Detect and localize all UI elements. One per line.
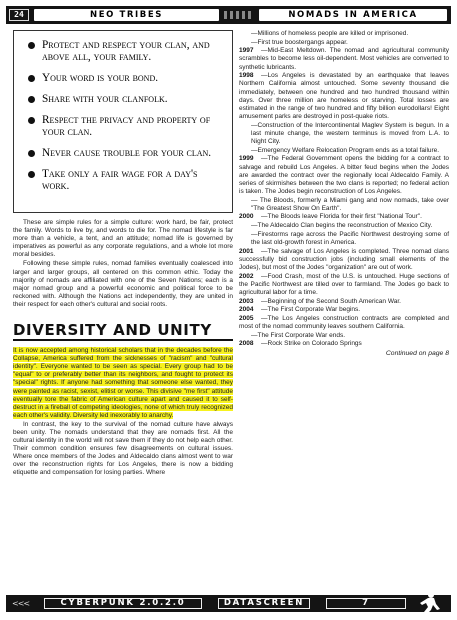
right-column xyxy=(239,30,449,357)
highlighted-text: It is now accepted among historical scholars that in the decades before the Collapse, America suffered from the sicknesses of "racism" and "cultural identity". Everyone wanted to be seen as special. Every group had to be "equal" to or preferably better than its neighbors, and fought to protect its "special" rights. If anyone had something that someone else wanted, they were painted as racist, sexist, elitist or worse. This divisive "me first" attitude eventually tore the fabric of American culture apart and caused it to self-destruct in a fireball of competing ideologies, none of which truly recognized each other's validity. Diversity led inexorably to anarchy. xyxy=(13,347,233,419)
timeline-year: 2008 xyxy=(239,340,254,348)
continued-note: Continued on page 8 xyxy=(385,350,449,358)
highlighted-passage xyxy=(13,347,233,478)
page-footer xyxy=(6,595,451,612)
section-heading xyxy=(13,321,233,341)
bullet-icon xyxy=(28,42,35,49)
timeline-text: —First true boostergangs appear. xyxy=(251,38,348,46)
page-header xyxy=(6,6,451,24)
timeline-year: 2002 xyxy=(239,272,254,280)
bullet-icon xyxy=(28,171,35,178)
rules-list xyxy=(28,39,224,192)
timeline-entry xyxy=(239,122,449,146)
timeline-year: 2003 xyxy=(239,297,254,305)
intro-paragraph: These are simple rules for a simple culture: work hard, be fair, protect the family. Words to live by, and words to die for. The nomad lifestyle is far more than a vehicle, a tent, and an attitude; nomad life is governed by imperatives as powerful as any corporate regulations, and a whole lot more moral besides. xyxy=(13,219,233,259)
rule-item: Respect the privacy and property of your clan. xyxy=(28,114,224,139)
timeline-text: —Food Crash, most of the U.S. is untouched. Huge sections of the Pacific Northwest are tilled over to farmland. The Jodes go back to agricultural labor for a time. xyxy=(239,272,449,296)
timeline-text: —Millions of homeless people are killed or imprisoned. xyxy=(251,30,409,37)
section-title: DIVERSITY AND UNITY xyxy=(13,321,212,340)
timeline-year: 1997 xyxy=(239,47,254,55)
bullet-icon xyxy=(28,117,35,124)
nomad-rules-box xyxy=(13,30,233,213)
timeline-entry xyxy=(239,155,449,196)
timeline-entry xyxy=(239,298,449,306)
timeline-entry xyxy=(239,248,449,272)
footer-arrows: <<< xyxy=(12,599,30,608)
timeline-year: 2001 xyxy=(239,247,254,255)
footer-section: DATASCREEN xyxy=(218,598,310,609)
closing-paragraph: In contrast, the key to the survival of the nomad culture have always been unity. The nomads understand that they are nomads first. All the cultural identity in the world will not save them if they do not help each other. Their common condition ensures few disagreements on cultural issues. Where once members of the Jodes and Aldecaldo clans almost went to war over the reconstruction rights for Los Angeles, there is now a bidding etiquette and compensation for losing parties. Where xyxy=(13,420,233,477)
bullet-icon xyxy=(28,96,35,103)
timeline-year: 2005 xyxy=(239,314,254,322)
timeline-text: —Firestorms rage across the Pacific Northwest destroying some of the last old-growth forest in America. xyxy=(251,230,449,246)
footer-page-number: 7 xyxy=(326,598,406,609)
bullet-icon xyxy=(28,150,35,157)
timeline-text: —The First Corporate War begins. xyxy=(261,306,361,314)
timeline-entry xyxy=(239,197,449,213)
timeline-entry xyxy=(239,147,449,155)
header-divider xyxy=(222,9,256,21)
intro-paragraph: Following these simple rules, nomad families eventually coalesced into larger and larger groups, all centered on this common ethic. Today the majority of nomads are affiliated with one of the Seven Nations; each is a major nomad group and a powerful economic and political force to be reckoned with. Although the Nations act independently, they are united in their respect for each other's cultural and social roots. xyxy=(13,260,233,308)
page-tag: 24 xyxy=(9,9,29,21)
timeline-entry xyxy=(239,39,449,47)
timeline-text: —The salvage of Los Angeles is completed. Three nomad clans successfully bid construction jobs (including small elements of the Jodes), but most of the Jodes "organization" are out of work. xyxy=(239,247,449,271)
timeline-text: —The Los Angeles construction contracts are completed and most of the nomad community leaves southern California. xyxy=(239,314,449,330)
timeline-text: —The Bloods leave Florida for their first "National Tour". xyxy=(261,213,422,221)
rule-item: Never cause trouble for your clan. xyxy=(28,147,224,159)
timeline-entry xyxy=(239,72,449,121)
intro-text xyxy=(13,219,233,309)
rule-item: Take only a fair wage for a day's work. xyxy=(28,168,224,193)
left-column xyxy=(13,30,233,479)
timeline-text: —Los Angeles is devastated by an earthquake that leaves Northern California almost untouched. Some seventy thousand die immediately, between one hundred and two hundred thousand within days. Over three million are homeless or starving. Total losses are estimated in the range of two hundred and fifty billion eurodollars! Eight amusement parks are destroyed in post-quake riots. xyxy=(239,72,449,121)
timeline-text: —Beginning of the Second South American War. xyxy=(261,297,401,305)
footer-title: CYBERPUNK 2.0.2.0 xyxy=(44,598,202,609)
timeline-entry xyxy=(239,273,449,297)
timeline-entry xyxy=(239,340,449,348)
rule-item: Share with your clanfolk. xyxy=(28,93,224,105)
timeline-entry xyxy=(239,306,449,314)
rule-item: Protect and respect your clan, and above all, your family. xyxy=(28,39,224,64)
bullet-icon xyxy=(28,75,35,82)
timeline-entry xyxy=(239,231,449,247)
rule-item: Your word is your bond. xyxy=(28,72,224,84)
timeline xyxy=(239,30,449,348)
section-rule xyxy=(13,339,233,341)
timeline-entry xyxy=(239,315,449,331)
timeline-entry xyxy=(239,47,449,71)
timeline-year: 1998 xyxy=(239,72,254,80)
timeline-year: 2004 xyxy=(239,306,254,314)
timeline-entry xyxy=(239,332,449,340)
timeline-text: —The Aldecaldo Clan begins the reconstruction of Mexico City. xyxy=(251,222,433,230)
header-left-title: NEO TRIBES xyxy=(34,9,219,21)
timeline-year: 2000 xyxy=(239,213,254,221)
timeline-year: 1999 xyxy=(239,155,254,163)
timeline-text: —The First Corporate War ends. xyxy=(251,331,346,339)
timeline-entry xyxy=(239,213,449,221)
timeline-text: —Emergency Welfare Relocation Program ends as a total failure. xyxy=(251,146,440,154)
timeline-entry xyxy=(239,222,449,230)
timeline-text: —Rock Strike on Colorado Springs xyxy=(261,340,362,348)
runner-logo-icon xyxy=(414,589,446,615)
timeline-text: —Mid-East Meltdown. The nomad and agricultural community scrambles to become less oil-dependent. Most vehicles are converted to synthetic lubricants. xyxy=(239,47,449,71)
timeline-entry xyxy=(239,30,449,38)
header-right-title: NOMADS IN AMERICA xyxy=(259,9,447,21)
timeline-text: — The Bloods, formerly a Miami gang and now nomads, take over "The Greatest Show On Earth". xyxy=(251,196,449,212)
timeline-text: —The Federal Government opens the bidding for a contract to salvage and rebuild Los Angeles. A bitter feud begins when the Jodes are awarded the contract over the regionally local Aldecaldo Family. A series of skirmishes between the two clans is reported; no federal action is taken. The Jodes begin reconstruction of Los Angeles. xyxy=(239,155,449,195)
timeline-text: —Construction of the Intercontinental Maglev System is begun. In a last minute change, the western terminus is moved from L.A. to Night City. xyxy=(251,121,449,146)
